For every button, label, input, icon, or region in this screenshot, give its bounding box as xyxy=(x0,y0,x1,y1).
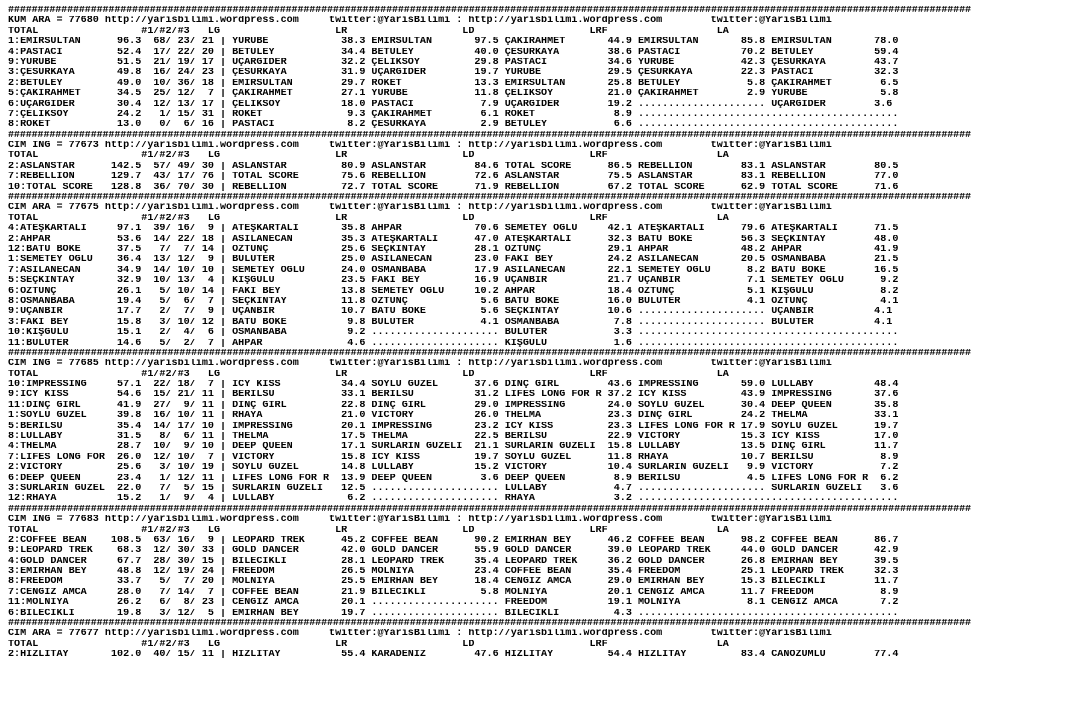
table-row: 12:RHAYA 15.2 1/ 9/ 4 | LULLABY 6.2 ..................... RHAYA 3.2 ........................................... xyxy=(8,494,899,505)
race-statistics-sheet xyxy=(8,6,971,661)
table-row: 12:BATU BÖKE 37.5 7/ 7/ 14 | ÖZTUNÇ 25.6 SEÇKİNTAY 28.1 ÖZTUNÇ 29.1 AHPAR 48.2 AHPAR 41.9 xyxy=(8,244,899,255)
table-row: 4:ATEŞKARTALI 97.1 39/ 16/ 9 | ATEŞKARTALI 35.8 AHPAR 70.6 SEMETEY OĞLU 42.1 ATEŞKARTALI 79.6 ATEŞKARTALI 71.5 xyxy=(8,224,899,235)
table-row: 9:YÜRÜBE 51.5 21/ 19/ 17 | UÇARGİDER 32.2 ÇELİKSOY 29.8 PASTACI 34.6 YÜRÜBE 42.3 ÇESURKAYA 43.7 xyxy=(8,57,899,68)
table-row: 3:SURLARIN GÜZEL 22.0 7/ 5/ 15 | SURLARIN GÜZELİ 12.5 ..................... LULLABY 4.7 ..................... SURLARIN GÜZELİ 3.6 xyxy=(8,483,899,494)
column-headers: TOTAL #1/#2/#3 LG LR LD LRF LA xyxy=(8,26,729,37)
column-headers: TOTAL #1/#2/#3 LG LR LD LRF LA xyxy=(8,151,729,162)
table-row: 1:EMİRSULTAN 96.3 68/ 23/ 21 | YÜRÜBE 38.3 EMİRSULTAN 97.5 ÇAKIRAHMET 44.9 EMİRSULTAN 85.8 EMİRSULTAN 78.0 xyxy=(8,37,899,48)
table-row: 2:ASLANSTAR 142.5 57/ 49/ 30 | ASLANSTAR 80.9 ASLANSTAR 84.6 TOTAL SCORE 86.5 REBELLION 83.1 ASLANSTAR 80.5 xyxy=(8,161,899,172)
table-row: 3:FAKİ BEY 15.8 3/ 10/ 12 | BATU BÖKE 9.8 BULUTER 4.1 OSMANBABA 7.8 ..................... BULUTER 4.1 xyxy=(8,317,893,328)
race-header: CIM ING = 77685 http://yarisbilimi.wordpress.com twitter:@YarisBilimi : http://yarisbilimi.wordpress.com twitter:@YarisBilimi xyxy=(8,359,832,370)
race-header: CIM ARA = 77675 http://yarisbilimi.wordpress.com twitter:@YarisBilimi : http://yarisbilimi.wordpress.com twitter:@YarisBilimi xyxy=(8,203,832,214)
race-header: CIM ARA = 77677 http://yarisbilimi.wordpress.com twitter:@YarisBilimi : http://yarisbilimi.wordpress.com twitter:@YarisBilimi xyxy=(8,629,832,640)
separator-line: ################################################################################################################################################################### xyxy=(8,130,971,141)
table-row: 9:UÇANBİR 17.7 2/ 7/ 9 | UÇANBİR 10.7 BATU BÖKE 5.6 SEÇKİNTAY 10.6 ..................... UÇANBİR 4.1 xyxy=(8,307,893,318)
separator-line: ################################################################################################################################################################### xyxy=(8,504,971,515)
table-row: 5:BERİLSU 35.4 14/ 17/ 10 | IMPRESSING 20.1 IMPRESSING 23.2 ICY KISS 23.3 LIFES LONG FOR R 17.9 SOYLU GÜZEL 19.7 xyxy=(8,421,899,432)
table-row: 6:ÖZTUNÇ 26.1 5/ 10/ 14 | FAKİ BEY 13.8 SEMETEY OĞLU 10.2 AHPAR 18.4 ÖZTUNÇ 5.1 KIŞGÜLÜ 8.2 xyxy=(8,286,899,297)
table-row: 7:ÇELİKSOY 24.2 1/ 15/ 31 | RÖKET 9.3 ÇAKIRAHMET 6.1 RÖKET 8.9 ........................................... xyxy=(8,109,899,120)
table-row: 10:KIŞGÜLÜ 15.1 2/ 4/ 6 | OSMANBABA 9.2 ..................... BULUTER 3.3 ........................................... xyxy=(8,328,899,339)
race-header: CIM ING = 77683 http://yarisbilimi.wordpress.com twitter:@YarisBilimi : http://yarisbilimi.wordpress.com twitter:@YarisBilimi xyxy=(8,515,832,526)
table-row: 7:LIFES LONG FOR 26.0 12/ 10/ 7 | VICTORY 15.8 ICY KISS 19.7 SOYLU GÜZEL 11.8 RHAYA 10.7 BERİLSU 8.9 xyxy=(8,452,899,463)
table-row: 2:HIZLITAY 102.0 40/ 15/ 11 | HIZLITAY 55.4 KARADENİZ 47.6 HIZLITAY 54.4 HIZLITAY 83.4 CANÖZÜMLÜ 77.4 xyxy=(8,650,899,661)
table-row: 3:EMİRHAN BEY 48.8 12/ 19/ 24 | FREEDOM 26.5 MOLNIYA 23.4 COFFEE BEAN 35.4 FREEDOM 25.1 LEOPARD TREK 32.3 xyxy=(8,567,899,578)
table-row: 10:TOTAL SCORE 128.8 36/ 70/ 30 | REBELLION 72.7 TOTAL SCORE 71.9 REBELLION 67.2 TOTAL SCORE 62.9 TOTAL SCORE 71.6 xyxy=(8,182,899,193)
table-row: 5:SEÇKİNTAY 32.9 10/ 13/ 4 | KIŞGÜLÜ 23.5 FAKİ BEY 16.9 UÇANBİR 21.7 UÇANBİR 7.1 SEMETEY OĞLU 9.2 xyxy=(8,276,899,287)
table-row: 2:VICTORY 25.6 3/ 10/ 19 | SOYLU GÜZEL 14.8 LULLABY 15.2 VICTORY 10.4 SURLARIN GÜZELİ 9.9 VICTORY 7.2 xyxy=(8,463,899,474)
table-row: 9:ICY KISS 54.6 15/ 21/ 11 | BERİLSU 33.1 BERİLSU 31.2 LIFES LONG FOR R 37.2 ICY KISS 43.9 IMPRESSING 37.6 xyxy=(8,390,899,401)
table-row: 11:MOLNIYA 26.2 6/ 8/ 23 | CENGİZ AMCA 20.1 ..................... FREEDOM 19.1 MOLNIYA 8.1 CENGİZ AMCA 7.2 xyxy=(8,598,899,609)
race-header: CIM ING = 77673 http://yarisbilimi.wordpress.com twitter:@YarisBilimi : http://yarisbilimi.wordpress.com twitter:@YarisBilimi xyxy=(8,141,832,152)
column-headers: TOTAL #1/#2/#3 LG LR LD LRF LA xyxy=(8,369,729,380)
table-row: 11:BULUTER 14.6 5/ 2/ 7 | AHPAR 4.6 ..................... KIŞGÜLÜ 1.6 ........................................... xyxy=(8,338,899,349)
table-row: 7:REBELLION 129.7 43/ 17/ 76 | TOTAL SCORE 75.6 REBELLION 72.6 ASLANSTAR 75.5 ASLANSTAR 83.1 REBELLION 77.0 xyxy=(8,172,899,183)
table-row: 5:ÇAKIRAHMET 34.5 25/ 12/ 7 | ÇAKIRAHMET 27.1 YÜRÜBE 11.8 ÇELİKSOY 21.0 ÇAKIRAHMET 2.9 YÜRÜBE 5.8 xyxy=(8,89,899,100)
separator-line: ################################################################################################################################################################### xyxy=(8,6,971,16)
separator-line: ################################################################################################################################################################### xyxy=(8,348,971,359)
table-row: 8:OSMANBABA 19.4 5/ 6/ 7 | SEÇKİNTAY 11.8 ÖZTUNÇ 5.6 BATU BÖKE 16.0 BULUTER 4.1 ÖZTUNÇ 4.1 xyxy=(8,296,899,307)
table-row: 1:SOYLU GÜZEL 39.8 16/ 10/ 11 | RHAYA 21.0 VICTORY 26.0 THELMA 23.3 DİNÇ GIRL 24.2 THELMA 33.1 xyxy=(8,411,899,422)
table-row: 6:DEEP QUEEN 23.4 1/ 12/ 11 | LIFES LONG FOR R 13.9 DEEP QUEEN 3.6 DEEP QUEEN 8.9 BERİLSU 4.5 LIFES LONG FOR R 6.2 xyxy=(8,473,899,484)
column-headers: TOTAL #1/#2/#3 LG LR LD LRF LA xyxy=(8,525,729,536)
table-row: 4:PASTACI 52.4 17/ 22/ 20 | BETÜLEY 34.4 BETÜLEY 40.0 ÇESURKAYA 38.6 PASTACI 70.2 BETÜLEY 59.4 xyxy=(8,47,899,58)
table-row: 8:LULLABY 31.5 8/ 6/ 11 | THELMA 17.5 THELMA 22.5 BERİLSU 22.9 VICTORY 15.3 ICY KISS 17.0 xyxy=(8,432,899,443)
separator-line: ################################################################################################################################################################### xyxy=(8,619,971,630)
column-headers: TOTAL #1/#2/#3 LG LR LD LRF LA xyxy=(8,213,729,224)
table-row: 2:COFFEE BEAN 108.5 63/ 16/ 9 | LEOPARD TREK 45.2 COFFEE BEAN 90.2 EMİRHAN BEY 46.2 COFFEE BEAN 98.2 COFFEE BEAN 86.7 xyxy=(8,535,899,546)
table-row: 3:ÇESURKAYA 49.8 16/ 24/ 23 | ÇESURKAYA 31.9 UÇARGİDER 19.7 YÜRÜBE 29.5 ÇESURKAYA 22.3 PASTACI 32.3 xyxy=(8,68,899,79)
table-row: 11:DİNÇ GIRL 41.9 27/ 9/ 11 | DİNÇ GIRL 22.8 DİNÇ GIRL 29.0 IMPRESSING 24.0 SOYLU GÜZEL 30.4 DEEP QUEEN 35.8 xyxy=(8,400,899,411)
table-row: 1:SEMETEY OĞLU 36.4 13/ 12/ 9 | BULUTER 25.0 ASİLANECAN 23.0 FAKİ BEY 24.2 ASİLANECAN 20.5 OSMANBABA 21.5 xyxy=(8,255,899,266)
separator-line: ################################################################################################################################################################### xyxy=(8,193,971,204)
table-row: 2:AHPAR 53.6 14/ 22/ 18 | ASİLANECAN 35.3 ATEŞKARTALI 47.0 ATEŞKARTALI 32.3 BATU BÖKE 56.3 SEÇKİNTAY 48.0 xyxy=(8,234,899,245)
table-row: 7:CENGİZ AMCA 28.0 7/ 14/ 7 | COFFEE BEAN 21.9 BİLECİKLİ 5.8 MOLNIYA 20.1 CENGİZ AMCA 11.7 FREEDOM 8.9 xyxy=(8,587,899,598)
table-row: 8:FREEDOM 33.7 5/ 7/ 20 | MOLNIYA 25.5 EMİRHAN BEY 18.4 CENGİZ AMCA 29.0 EMİRHAN BEY 15.3 BİLECİKLİ 11.7 xyxy=(8,577,899,588)
table-row: 4:GOLD DANCER 67.7 28/ 30/ 15 | BİLECİKLİ 28.1 LEOPARD TREK 35.4 LEOPARD TREK 36.2 GOLD DANCER 26.8 EMİRHAN BEY 39.5 xyxy=(8,556,899,567)
table-row: 10:IMPRESSING 57.1 22/ 18/ 7 | ICY KISS 34.4 SOYLU GÜZEL 37.6 DİNÇ GIRL 43.6 IMPRESSING 59.0 LULLABY 48.4 xyxy=(8,380,899,391)
table-row: 7:ASİLANECAN 34.9 14/ 10/ 10 | SEMETEY OĞLU 24.0 OSMANBABA 17.9 ASİLANECAN 22.1 SEMETEY OĞLU 8.2 BATU BÖKE 16.5 xyxy=(8,265,899,276)
table-row: 6:UÇARGİDER 30.4 12/ 13/ 17 | ÇELİKSOY 18.0 PASTACI 7.9 UÇARGİDER 19.2 ..................... UÇARGİDER 3.6 xyxy=(8,99,893,110)
table-row: 9:LEOPARD TREK 68.3 12/ 30/ 33 | GOLD DANCER 42.0 GOLD DANCER 55.9 GOLD DANCER 39.0 LEOPARD TREK 44.0 GOLD DANCER 42.9 xyxy=(8,546,899,557)
table-row: 8:RÖKET 13.0 0/ 6/ 16 | PASTACI 8.2 ÇESURKAYA 2.9 BETÜLEY 6.6 ........................................... xyxy=(8,120,899,131)
table-row: 2:BETÜLEY 49.0 10/ 36/ 18 | EMİRSULTAN 29.7 RÖKET 13.3 EMİRSULTAN 25.8 BETÜLEY 5.8 ÇAKIRAHMET 6.5 xyxy=(8,78,899,89)
table-row: 6:BİLECİKLİ 19.8 3/ 12/ 5 | EMİRHAN BEY 19.7 ..................... BİLECİKLİ 4.3 ........................................... xyxy=(8,608,899,619)
column-headers: TOTAL #1/#2/#3 LG LR LD LRF LA xyxy=(8,639,729,650)
table-row: 4:THELMA 28.7 10/ 9/ 10 | DEEP QUEEN 17.1 SURLARIN GÜZELİ 21.1 SURLARIN GÜZELİ 15.8 LULLABY 13.5 DİNÇ GIRL 11.7 xyxy=(8,442,899,453)
race-header: KUM ARA = 77680 http://yarisbilimi.wordpress.com twitter:@YarisBilimi : http://yarisbilimi.wordpress.com twitter:@YarisBilimi xyxy=(8,16,832,27)
